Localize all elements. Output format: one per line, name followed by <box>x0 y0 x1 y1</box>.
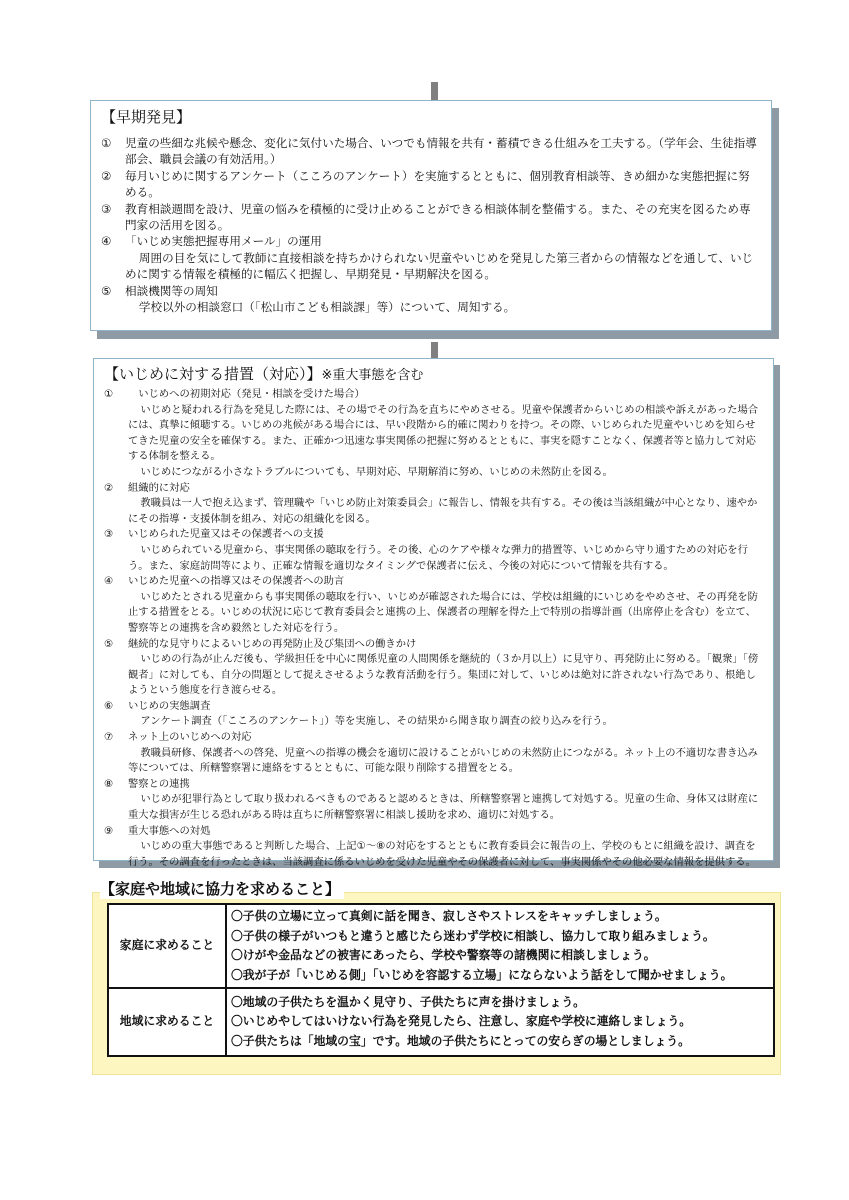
table-row <box>108 988 774 1056</box>
measure-item-1: ① いじめへの初期対応（発見・相談を受けた場合） いじめと疑われる行為を発見した際には、その場でその行為を直ちにやめさせる。児童や保護者からいじめの相談や訴えがあった場合には、真摯に傾聴する。いじめの兆候がある場合には、早い段階から的確に関わりを持つ。その際、いじめられた児童やいじめを知らせてきた児童の安全を確保する。また、正確かつ迅速な事実関係の把握に努めるとともに、事実を隠すことなく、保護者等と協力して対応する体制を整える。 いじめにつながる小さなトラブルについても、早期対応、早期解消に努め、いじめの未然防止を図る。 <box>104 388 759 478</box>
connector-top <box>431 82 438 100</box>
early-item-1: ① 児童の些細な兆候や懸念、変化に気付いた場合、いつでも情報を共有・蓄積できる仕組みを工夫する。（学年会、生徒指導部会、職員会議の有効活用。） <box>101 136 757 167</box>
early-item-4: ④ 「いじめ実態把握専用メール」の運用 周囲の目を気にして教師に直接相談を持ちかけられない児童やいじめを発見した第三者からの情報などを通して、いじめに関する情報を積極的に幅広く把握し、早期発見・早期解決を図る。 <box>101 234 754 282</box>
measure-item-9: ⑨ 重大事態への対処 いじめの重大事態であると判断した場合、上記①～⑧の対応をするとともに教育委員会に報告の上、学校のもとに組織を設け、調査を行う。その調査を行ったときは、当該調査に係るいじめを受けた児童やその保護者に対して、事実関係やその他必要な情報を提供する。 <box>104 824 756 868</box>
early-detection-title: 【早期発見】 <box>101 108 192 126</box>
community-label: 地域に求めること <box>108 988 226 1056</box>
cooperation-title: 【家庭や地域に協力を求めること】 <box>100 879 344 899</box>
home-requests: 〇子供の立場に立って真剣に話を聞き、寂しさやストレスをキャッチしましょう。 〇子供の様子がいつもと違うと感じたら迷わず学校に相談し、協力して取り組みましょう。 〇けがや金品などの被害にあったら、学校や警察等の諸機関に相談しましょう。 〇我が子が「いじめる側」「いじめを容認する立場」にならないよう話をして聞かせましょう。 <box>226 904 774 988</box>
measure-item-8: ⑧ 警察との連携 いじめが犯罪行為として取り扱われるべきものであると認めるときは、所轄警察署と連携して対処する。児童の生命、身体又は財産に重大な損害が生じる恐れがある時は直ちに所轄警察署に相談し援助を求め、適切に対処する。 <box>104 777 759 822</box>
measures-panel <box>93 358 774 868</box>
measure-item-3: ③ いじめられた児童又はその保護者への支援 いじめられている児童から、事実関係の聴取を行う。その後、心のケアや様々な弾力的措置等、いじめから守り通すための対応を行う。また、家庭訪問等により、正確な情報を適切なタイミングで保護者に伝え、今後の対応について情報を共有する。 <box>104 528 748 572</box>
community-requests: 〇地域の子供たちを温かく見守り、子供たちに声を掛けましょう。 〇いじめやしてはいけない行為を発見したら、注意し、家庭や学校に連絡しましょう。 〇子供たちは「地域の宝」です。地域の子供たちにとっての安らぎの場としましょう。 <box>226 988 774 1056</box>
connector-middle <box>431 342 438 358</box>
early-detection-list <box>101 135 761 315</box>
home-label: 家庭に求めること <box>108 904 226 988</box>
early-item-3: ③ 教育相談週間を設け、児童の悩みを積極的に受け止めることができる相談体制を整備する。また、その充実を図るため専門家の活用を図る。 <box>101 201 751 233</box>
measure-item-5: ⑤ 継続的な見守りによるいじめの再発防止及び集団への働きかけ いじめの行為が止んだ後も、学級担任を中心に関係児童の人間関係を継続的（３か月以上）に見守り、再発防止に努める。「観衆」「傍観者」に対しても、自分の問題として捉えさせるような教育活動を行う。集団に対して、いじめは絶対に許されない行為であり、根絶しようという態度を行き渡らせる。 <box>104 637 759 697</box>
table-row <box>108 904 774 988</box>
cooperation-table <box>107 903 775 1057</box>
measure-item-7: ⑦ ネット上のいじめへの対応 教職員研修、保護者への啓発、児童への指導の機会を適切に設けることがいじめの未然防止につながる。ネット上の不適切な書き込み等については、所轄警察署に連絡をするとともに、可能な限り削除する措置をとる。 <box>104 731 758 775</box>
early-detection-panel <box>90 100 772 331</box>
measure-item-6: ⑥ いじめの実態調査 アンケート調査（「こころのアンケート」）等を実施し、その結果から聞き取り調査の絞り込みを行う。 <box>104 699 613 728</box>
measures-list <box>104 387 763 870</box>
early-item-2: ② 毎月いじめに関するアンケート（こころのアンケート）を実施するとともに、個別教育相談等、きめ細かな実態把握に努める。 <box>101 168 750 200</box>
measure-item-2: ② 組織的に対応 教職員は一人で抱え込まず、管理職や「いじめ防止対策委員会」に報告し、情報を共有する。その後は当該組織が中心となり、速やかにその指導・支援体制を組み、対応の組織化を図る。 <box>104 481 758 525</box>
measures-title: 【いじめに対する措置（対応）】※重大事態を含む <box>104 365 424 383</box>
measure-item-4: ④ いじめた児童への指導又はその保護者への助言 いじめたとされる児童からも事実関係の聴取を行い、いじめが確認された場合には、学校は組織的にいじめをやめさせ、その再発を防止する措置をとる。いじめの状況に応じて教育委員会と連携の上、保護者の理解を得た上で特別の指導計画（出席停止を含む）を立て、警察等との連携を含め毅然とした対応を行う。 <box>104 575 758 634</box>
measures-note: ※重大事態を含む <box>321 368 424 383</box>
early-item-5: ⑤ 相談機関等の周知 学校以外の相談窓口（「松山市こども相談課」等）について、周知する。 <box>101 283 516 315</box>
